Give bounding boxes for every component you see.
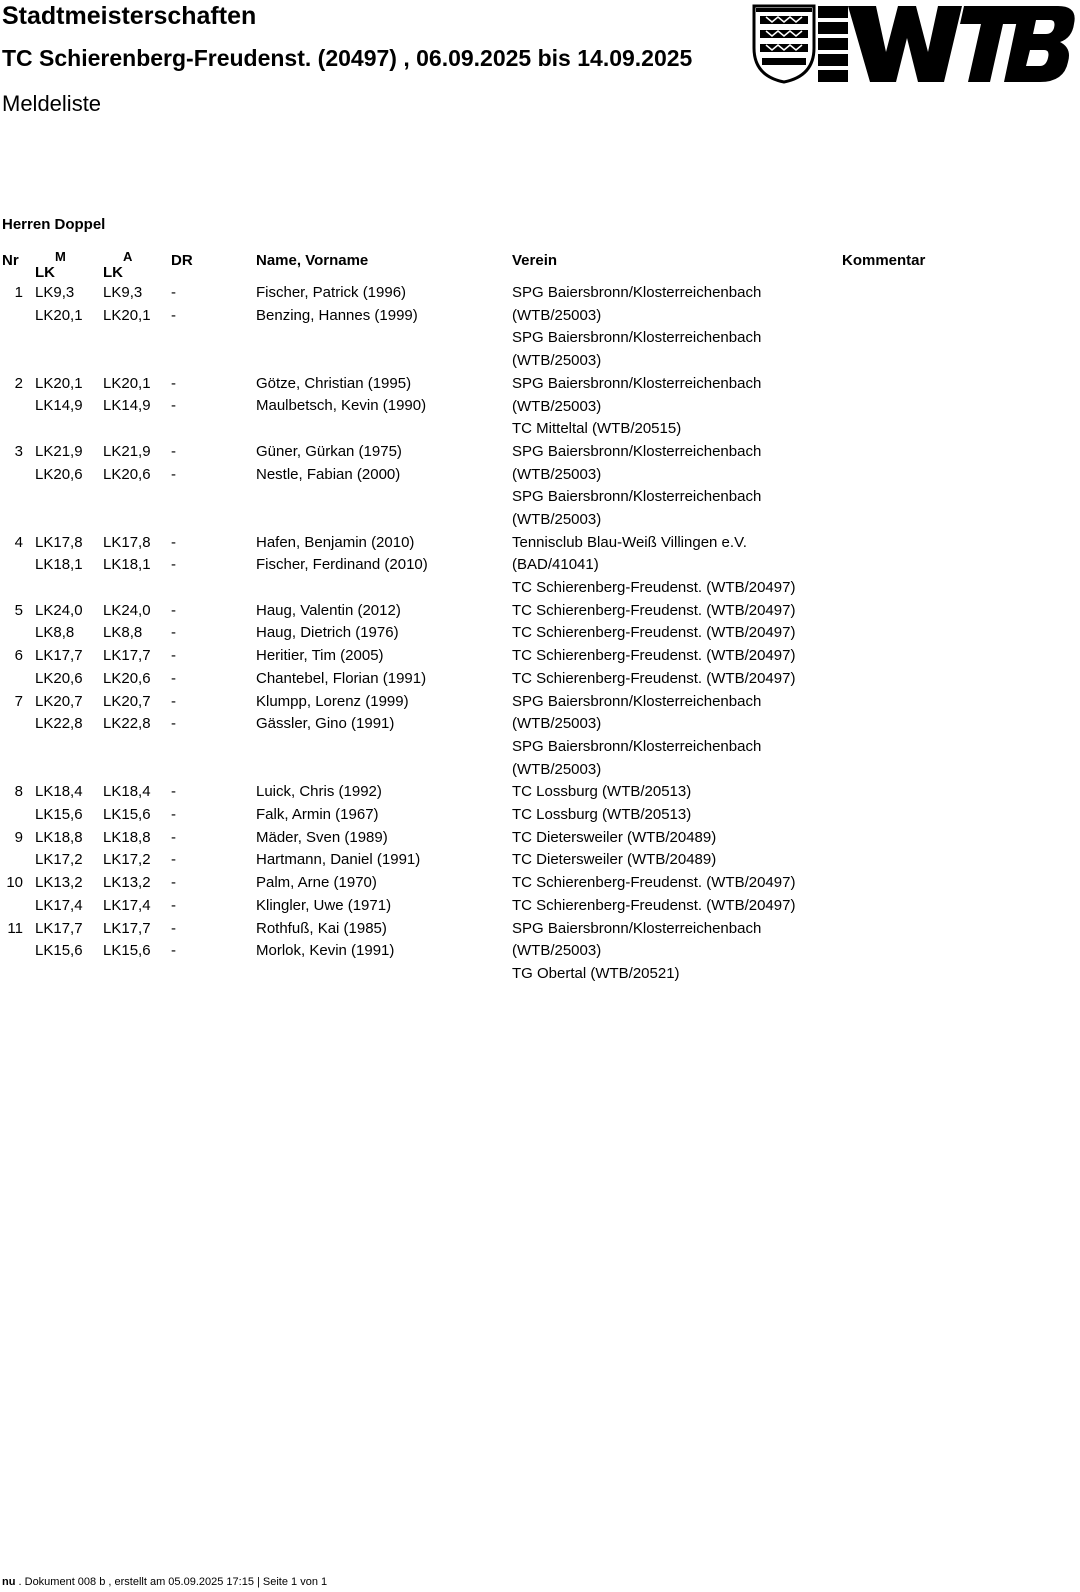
entry-number: 2 [14, 374, 23, 392]
lk-a-value: LK9,3 [103, 284, 143, 301]
player-name: Rothfuß, Kai (1985) [256, 919, 387, 937]
column-header-lk-a [103, 249, 133, 281]
entry-block [0, 691, 1080, 782]
verein-cell [512, 781, 832, 826]
verein-line: SPG Baiersbronn/Klosterreichenbach [512, 329, 762, 347]
lk-m-value: LK18,8 [35, 828, 83, 846]
document-type: Meldeliste [2, 91, 102, 116]
section-title: Herren Doppel [2, 216, 106, 233]
player-name: Mäder, Sven (1989) [256, 828, 388, 846]
verein-line: TC Schierenberg-Freudenst. (WTB/20497) [512, 624, 796, 642]
dr-value: - [171, 601, 176, 619]
dr-value: - [171, 442, 176, 460]
verein-line: (WTB/25003) [512, 465, 602, 483]
player-name: Morlok, Kevin (1991) [256, 942, 395, 960]
dr-value: - [171, 828, 176, 846]
lk-m-value: LK17,7 [35, 647, 83, 665]
player-name: Heritier, Tim (2005) [256, 647, 384, 665]
entry-number: 10 [6, 874, 23, 892]
lk-a-value: LK22,8 [103, 715, 151, 733]
entry-number: 6 [14, 647, 23, 665]
verein-line: TC Schierenberg-Freudenst. (WTB/20497) [512, 579, 796, 597]
lk-m-value: LK13,2 [35, 874, 83, 892]
lk-m-value: LK20,7 [35, 692, 83, 710]
verein-line: (WTB/25003) [512, 306, 602, 324]
lk-m-value: LK20,6 [35, 669, 83, 687]
verein-line: TC Dietersweiler (WTB/20489) [512, 851, 717, 869]
verein-line: TG Obertal (WTB/20521) [512, 964, 680, 982]
lk-m-value: LK17,8 [35, 533, 83, 551]
lk-m-value: LK20,1 [35, 306, 83, 324]
column-header-nr: Nr [2, 252, 19, 269]
lk-m-value: LK9,3 [35, 284, 75, 301]
page-title: Stadtmeisterschaften [2, 2, 257, 30]
entry-list [0, 282, 1080, 986]
dr-value: - [171, 374, 176, 392]
verein-line: TC Dietersweiler (WTB/20489) [512, 828, 717, 846]
column-header-lk-a-base: LK [103, 264, 123, 281]
entry-number: 11 [7, 919, 23, 937]
lk-m-value: LK21,9 [35, 442, 83, 460]
lk-m-value: LK17,4 [35, 896, 83, 914]
dr-value: - [171, 533, 176, 551]
verein-cell [512, 691, 832, 782]
lk-m-value: LK15,6 [35, 942, 83, 960]
verein-line: TC Schierenberg-Freudenst. (WTB/20497) [512, 874, 796, 892]
lk-a-value: LK20,1 [103, 374, 151, 392]
dr-value: - [171, 715, 176, 733]
dr-value: - [171, 919, 176, 937]
verein-cell [512, 827, 832, 872]
lk-m-value: LK18,4 [35, 783, 83, 801]
verein-line: SPG Baiersbronn/Klosterreichenbach [512, 284, 762, 301]
dr-value: - [171, 692, 176, 710]
entry-number: 5 [14, 601, 23, 619]
player-name: Klingler, Uwe (1971) [256, 896, 392, 914]
verein-cell [512, 918, 832, 986]
player-name: Fischer, Ferdinand (2010) [256, 556, 428, 574]
dr-value: - [171, 851, 176, 869]
player-name: Gässler, Gino (1991) [256, 715, 395, 733]
lk-m-value: LK15,6 [35, 806, 83, 824]
lk-m-value: LK17,7 [35, 919, 83, 937]
dr-value: - [171, 465, 176, 483]
lk-a-value: LK13,2 [103, 874, 151, 892]
entry-block [0, 373, 1080, 441]
player-name: Nestle, Fabian (2000) [256, 465, 401, 483]
verein-cell [512, 600, 832, 645]
verein-cell [512, 872, 832, 917]
lk-m-value: LK17,2 [35, 851, 83, 869]
dr-value: - [171, 669, 176, 687]
lk-a-value: LK17,7 [103, 647, 151, 665]
verein-line: (WTB/25003) [512, 352, 602, 370]
column-header-lk-a-sup: A [123, 249, 133, 264]
column-header-lk-m-sup: M [55, 249, 66, 264]
verein-line: TC Lossburg (WTB/20513) [512, 783, 692, 801]
entry-block [0, 532, 1080, 600]
entry-number: 3 [14, 442, 23, 460]
verein-line: (BAD/41041) [512, 556, 599, 574]
footer-prefix: nu [2, 1576, 16, 1588]
player-name: Hafen, Benjamin (2010) [256, 533, 415, 551]
entry-number: 8 [14, 783, 23, 801]
verein-cell [512, 373, 832, 441]
dr-value: - [171, 284, 176, 301]
verein-line: SPG Baiersbronn/Klosterreichenbach [512, 442, 762, 460]
player-name: Chantebel, Florian (1991) [256, 669, 427, 687]
verein-line: (WTB/25003) [512, 511, 602, 528]
dr-value: - [171, 306, 176, 324]
player-name: Maulbetsch, Kevin (1990) [256, 397, 427, 415]
wtb-logo [752, 4, 1078, 84]
lk-a-value: LK14,9 [103, 397, 151, 415]
verein-line: TC Schierenberg-Freudenst. (WTB/20497) [512, 601, 796, 619]
player-name: Götze, Christian (1995) [256, 374, 412, 392]
tournament-subtitle: TC Schierenberg-Freudenst. (20497) , 06.09.2025 bis 14.09.2025 [2, 45, 693, 71]
verein-cell [512, 532, 832, 600]
verein-line: TC Mitteltal (WTB/20515) [512, 420, 682, 438]
column-header-verein: Verein [512, 252, 558, 269]
dr-value: - [171, 397, 176, 415]
lk-a-value: LK21,9 [103, 442, 151, 460]
verein-line: TC Schierenberg-Freudenst. (WTB/20497) [512, 647, 796, 665]
verein-cell [512, 645, 832, 690]
lk-a-value: LK20,1 [103, 306, 151, 324]
column-header-name: Name, Vorname [256, 252, 369, 269]
player-name: Hartmann, Daniel (1991) [256, 851, 421, 869]
lk-m-value: LK8,8 [35, 624, 75, 642]
verein-line: SPG Baiersbronn/Klosterreichenbach [512, 737, 762, 755]
column-header-lk-m-base: LK [35, 264, 55, 281]
player-name: Palm, Arne (1970) [256, 874, 377, 892]
lk-a-value: LK8,8 [103, 624, 143, 642]
verein-line: (WTB/25003) [512, 942, 602, 960]
dr-value: - [171, 624, 176, 642]
lk-a-value: LK20,7 [103, 692, 151, 710]
column-header-kommentar: Kommentar [842, 252, 926, 269]
verein-line: Tennisclub Blau-Weiß Villingen e.V. [512, 533, 747, 551]
entry-number: 7 [14, 692, 23, 710]
lk-a-value: LK17,7 [103, 919, 151, 937]
verein-line: SPG Baiersbronn/Klosterreichenbach [512, 488, 762, 506]
lk-a-value: LK18,1 [103, 556, 151, 574]
dr-value: - [171, 896, 176, 914]
lk-a-value: LK15,6 [103, 942, 151, 960]
entry-block [0, 781, 1080, 826]
player-name: Haug, Valentin (2012) [256, 601, 401, 619]
entry-block [0, 645, 1080, 690]
entry-block [0, 872, 1080, 917]
verein-line: TC Lossburg (WTB/20513) [512, 806, 692, 824]
lk-m-value: LK20,6 [35, 465, 83, 483]
verein-line: SPG Baiersbronn/Klosterreichenbach [512, 692, 762, 710]
player-name: Güner, Gürkan (1975) [256, 442, 402, 460]
player-name: Klumpp, Lorenz (1999) [256, 692, 409, 710]
dr-value: - [171, 556, 176, 574]
player-name: Haug, Dietrich (1976) [256, 624, 399, 642]
lk-m-value: LK24,0 [35, 601, 83, 619]
player-name: Benzing, Hannes (1999) [256, 306, 418, 324]
footer-text: . Dokument 008 b , erstellt am 05.09.2025 17:15 | Seite 1 von 1 [15, 1576, 328, 1588]
lk-a-value: LK18,4 [103, 783, 151, 801]
player-name: Luick, Chris (1992) [256, 783, 382, 801]
lk-a-value: LK20,6 [103, 465, 151, 483]
verein-line: (WTB/25003) [512, 760, 602, 778]
entry-block [0, 827, 1080, 872]
entry-block [0, 282, 1080, 373]
verein-cell [512, 282, 832, 373]
lk-a-value: LK20,6 [103, 669, 151, 687]
lk-a-value: LK17,4 [103, 896, 151, 914]
dr-value: - [171, 874, 176, 892]
column-header-dr: DR [171, 252, 193, 269]
verein-line: SPG Baiersbronn/Klosterreichenbach [512, 919, 762, 937]
entry-number: 4 [14, 533, 23, 551]
entry-block [0, 918, 1080, 986]
verein-line: TC Schierenberg-Freudenst. (WTB/20497) [512, 669, 796, 687]
entry-number: 9 [14, 828, 23, 846]
verein-line: TC Schierenberg-Freudenst. (WTB/20497) [512, 896, 796, 914]
player-name: Fischer, Patrick (1996) [256, 284, 407, 301]
player-name: Falk, Armin (1967) [256, 806, 379, 824]
dr-value: - [171, 806, 176, 824]
column-header-lk-m [35, 249, 66, 281]
lk-a-value: LK24,0 [103, 601, 151, 619]
page-footer [2, 1576, 327, 1588]
lk-a-value: LK15,6 [103, 806, 151, 824]
lk-m-value: LK18,1 [35, 556, 83, 574]
lk-m-value: LK20,1 [35, 374, 83, 392]
dr-value: - [171, 942, 176, 960]
verein-line: (WTB/25003) [512, 397, 602, 415]
lk-a-value: LK17,2 [103, 851, 151, 869]
dr-value: - [171, 783, 176, 801]
verein-line: SPG Baiersbronn/Klosterreichenbach [512, 374, 762, 392]
verein-cell [512, 441, 832, 532]
lk-a-value: LK18,8 [103, 828, 151, 846]
lk-m-value: LK22,8 [35, 715, 83, 733]
dr-value: - [171, 647, 176, 665]
entry-block [0, 600, 1080, 645]
lk-m-value: LK14,9 [35, 397, 83, 415]
entry-block [0, 441, 1080, 532]
lk-a-value: LK17,8 [103, 533, 151, 551]
coat-of-arms-icon [754, 6, 814, 82]
verein-line: (WTB/25003) [512, 715, 602, 733]
entry-number: 1 [14, 284, 23, 301]
